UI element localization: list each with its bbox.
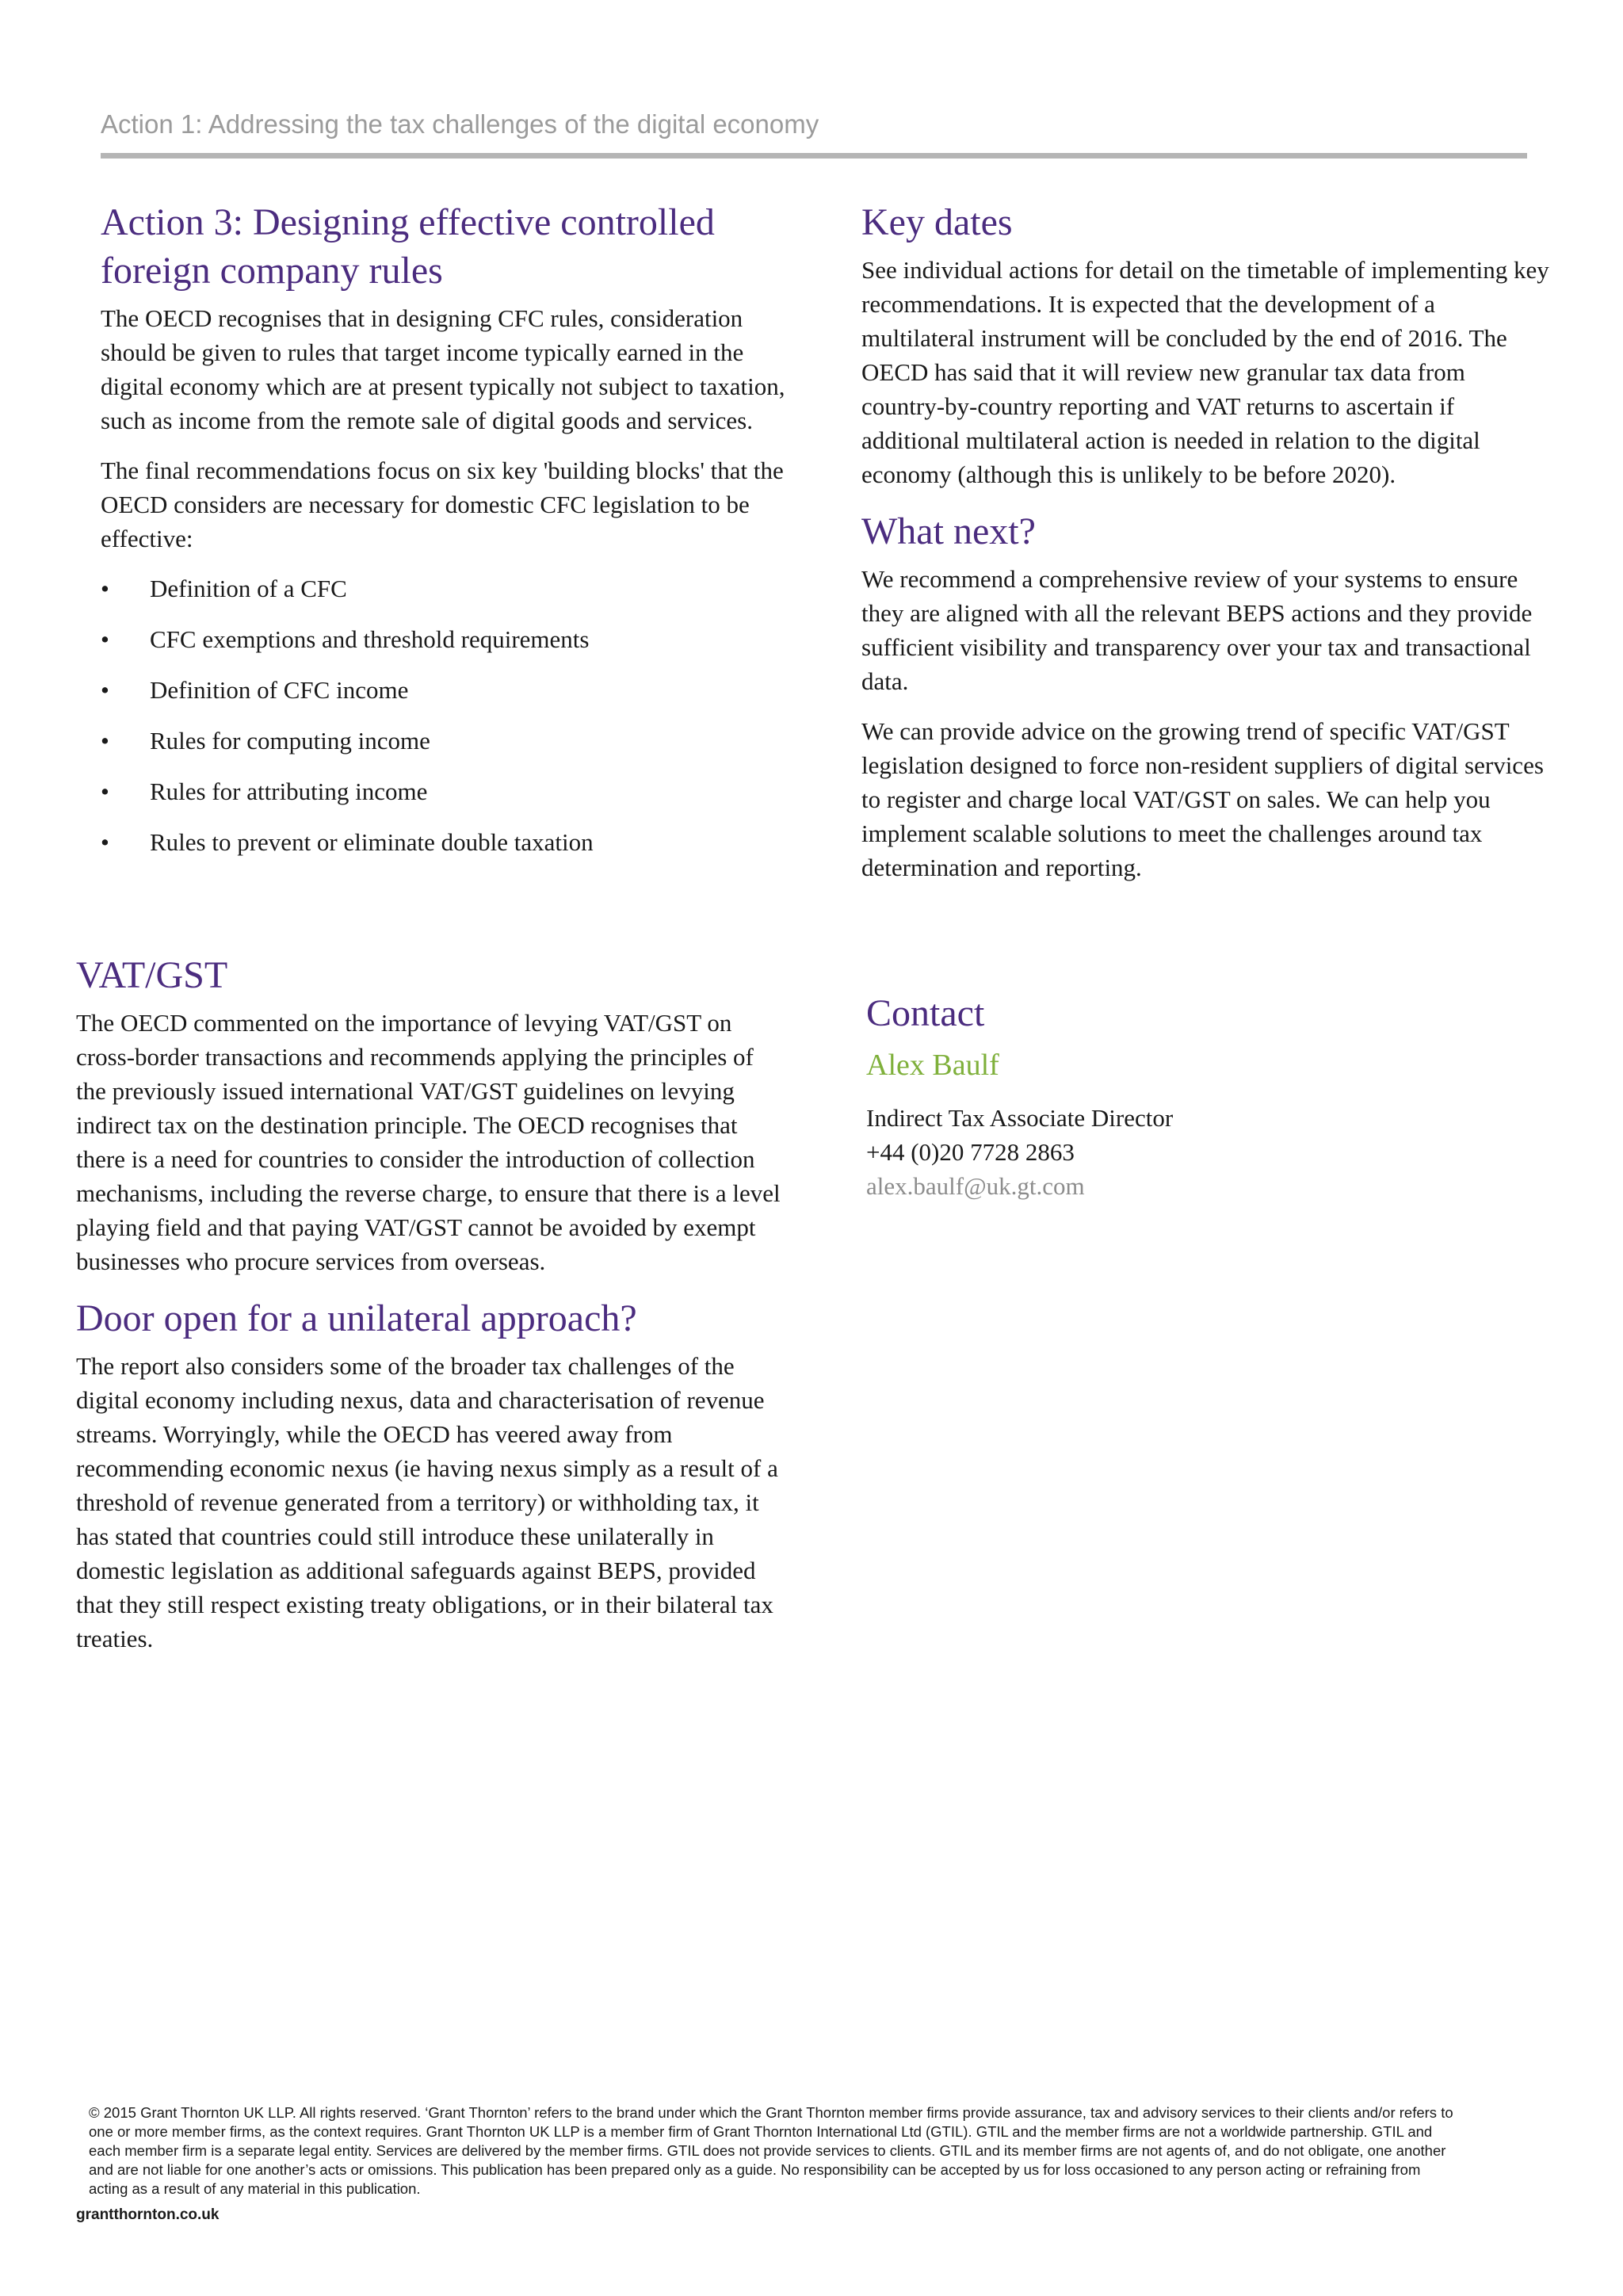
action3-heading: Action 3: Designing effective controlled foreign company rules [101, 201, 715, 292]
contact-phone: +44 (0)20 7728 2863 [866, 1138, 1075, 1166]
list-item-text: CFC exemptions and threshold requirements [150, 625, 590, 653]
list-item [101, 673, 790, 707]
building-blocks-list [101, 571, 790, 859]
bullet-icon: • [101, 777, 109, 805]
list-item-text: Rules for attributing income [150, 777, 428, 805]
action3-paragraph-1: The OECD recognises that in designing CFC rules, consideration should be given to rules that target income typically earned in the digital economy which are at present typically not subject to taxation, such as income from the remote sale of digital goods and services. [101, 304, 785, 434]
bullet-icon: • [101, 727, 109, 755]
list-item-text: Definition of a CFC [150, 575, 347, 602]
action3-section [101, 198, 790, 876]
door-heading: Door open for a unilateral approach? [76, 1297, 637, 1339]
vat-paragraph: The OECD commented on the importance of levying VAT/GST on cross-border transactions and recommends applying the principles of the previously issued international VAT/GST guidelines on levying indirect tax on the destination principle. The OECD recognises that there is a need for countries to consider the introduction of collection mechanisms, including the reverse charge, to ensure that there is a level playing field and that paying VAT/GST cannot be avoided by exempt businesses who procure services from overseas. [76, 1009, 781, 1275]
list-item [101, 622, 790, 656]
list-item-text: Definition of CFC income [150, 676, 409, 704]
contact-title: Indirect Tax Associate Director [866, 1104, 1174, 1132]
contact-section [866, 989, 1556, 1203]
vat-heading: VAT/GST [76, 954, 228, 996]
contact-name: Alex Baulf [866, 1049, 999, 1082]
list-item [101, 571, 790, 606]
what-next-heading: What next? [861, 510, 1036, 552]
key-dates-heading: Key dates [861, 201, 1013, 243]
contact-email-link[interactable]: alex.baulf@uk.gt.com [866, 1172, 1085, 1200]
bullet-icon: • [101, 575, 109, 602]
header-rule [101, 153, 1527, 159]
action3-paragraph-2: The final recommendations focus on six key 'building blocks' that the OECD considers are necessary for domestic CFC legislation to be effective: [101, 457, 784, 552]
list-item-text: Rules to prevent or eliminate double taxation [150, 828, 594, 856]
what-next-paragraph-1: We recommend a comprehensive review of your systems to ensure they are aligned with all the relevant BEPS actions and they provide sufficient visibility and transparency over your tax and transactional data. [861, 565, 1533, 695]
list-item-text: Rules for computing income [150, 727, 430, 755]
running-header: Action 1: Addressing the tax challenges of the digital economy [101, 109, 819, 139]
door-paragraph: The report also considers some of the broader tax challenges of the digital economy including nexus, data and characterisation of revenue streams. Worryingly, while the OECD has veered away from recommending economic nexus (ie having nexus simply as a result of a threshold of revenue generated from a territory) or withholding tax, it has stated that countries could still introduce these unilaterally in domestic legislation as additional safeguards against BEPS, provided that they still respect existing treaty obligations, or in their bilateral tax treaties. [76, 1352, 778, 1652]
bullet-icon: • [101, 828, 109, 856]
vat-door-section [76, 951, 789, 1671]
right-column [861, 198, 1551, 900]
contact-heading: Contact [866, 992, 985, 1034]
what-next-paragraph-2: We can provide advice on the growing trend of specific VAT/GST legislation designed to force non-resident suppliers of digital services to register and charge local VAT/GST on sales. We can help you implement scalable solutions to meet the challenges around tax determination and reporting. [861, 717, 1544, 881]
list-item [101, 774, 790, 808]
bullet-icon: • [101, 676, 109, 704]
bullet-icon: • [101, 625, 109, 653]
list-item [101, 825, 790, 859]
website-link[interactable]: grantthornton.co.uk [76, 2206, 220, 2223]
legal-disclaimer: © 2015 Grant Thornton UK LLP. All rights reserved. ‘Grant Thornton’ refers to the brand under which the Grant Thornton member firms provide assurance, tax and advisory services to their clients and/or refers to one or more member firms, as the context requires. Grant Thornton UK LLP is a member firm of Grant Thornton International Ltd (GTIL). GTIL and the member firms are not a worldwide partnership. GTIL and each member firm is a separate legal entity. Services are delivered by the member firms. GTIL does not provide services to clients. GTIL and its member firms are not agents of, and do not obligate, one another and are not liable for one another’s acts or omissions. This publication has been prepared only as a guide. No responsibility can be accepted by us for loss occasioned to any person acting or refraining from acting as a result of any material in this publication. [89, 2104, 1453, 2197]
key-dates-paragraph: See individual actions for detail on the timetable of implementing key recommendations. It is expected that the development of a multilateral instrument will be concluded by the end of 2016. The OECD has said that it will review new granular tax data from country-by-country reporting and VAT returns to ascertain if additional multilateral action is needed in relation to the digital economy (although this is unlikely to be before 2020). [861, 256, 1549, 488]
list-item [101, 724, 790, 758]
